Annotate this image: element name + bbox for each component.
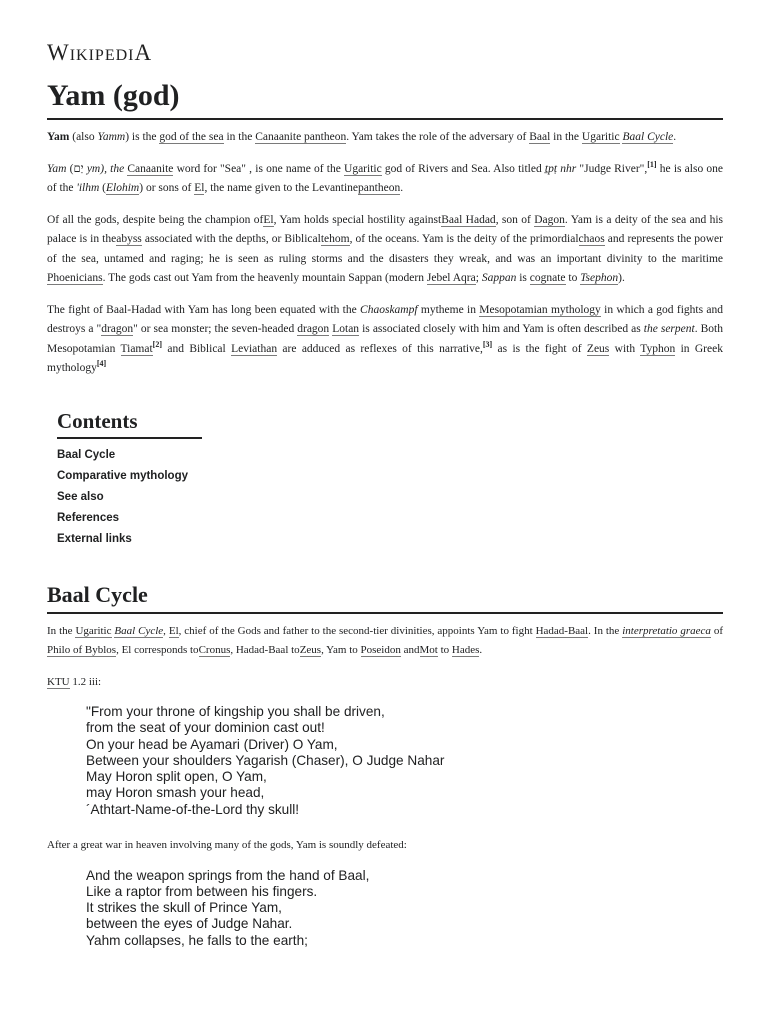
table-of-contents: [57, 407, 202, 550]
intro-paragraph-2: [47, 160, 723, 199]
link-poseidon[interactable]: Poseidon: [360, 644, 401, 656]
link-ktu[interactable]: KTU: [47, 675, 70, 688]
link-tiamat[interactable]: Tiamat: [120, 342, 153, 355]
quote-battle: [86, 868, 723, 949]
link-dragon[interactable]: dragon: [297, 323, 330, 335]
quote-line: Yahm collapses, he falls to the earth;: [86, 932, 308, 948]
text: . The gods cast out Yam from the heavenly mountain Sappan (modern: [102, 272, 427, 284]
link-dragon[interactable]: dragon: [101, 323, 134, 335]
quote-line: It strikes the skull of Prince Yam,: [86, 900, 282, 916]
quote-line: Like a raptor from between his fingers.: [86, 883, 318, 899]
text: , the name given to the Levantine: [204, 182, 359, 194]
text: in the: [223, 131, 256, 143]
link-text: Baal Cycle: [114, 624, 164, 637]
link-elohim[interactable]: [106, 182, 139, 195]
text: and represents the power of the sea, untamed and raging; he is seen as ruling storms and the disasters they wreak, and was an important divinity to the maritime: [47, 233, 723, 265]
text: ;: [475, 272, 482, 284]
link-phoenicians[interactable]: Phoenicians: [47, 272, 103, 284]
citation-3[interactable]: [3]: [482, 339, 493, 349]
text: , son of: [495, 213, 535, 226]
text: , of the oceans. Yam is the deity of the primordial: [349, 233, 579, 245]
link-typhon[interactable]: Typhon: [640, 342, 676, 355]
logo-letters: ikipedi: [69, 40, 135, 65]
text: to: [565, 272, 581, 284]
logo-letter-w: W: [47, 40, 70, 65]
link-el[interactable]: El: [168, 624, 179, 637]
link-canaanite[interactable]: Canaanite: [127, 162, 174, 175]
link-interpretatio-graeca[interactable]: [622, 625, 711, 638]
text: . In the: [588, 624, 623, 637]
text: as is the fight of: [492, 342, 587, 355]
link-philo-of-byblos[interactable]: Philo of Byblos: [47, 644, 117, 656]
text: The fight of Baal-Hadad with Yam has long been equated with the: [47, 303, 361, 316]
text: " or sea monster; the seven-headed: [133, 323, 298, 335]
toc-item-references[interactable]: References: [57, 511, 120, 524]
link-tehom[interactable]: tehom: [320, 233, 350, 245]
link-zeus[interactable]: Zeus: [586, 342, 610, 355]
toc-item-baal-cycle[interactable]: Baal Cycle: [57, 448, 116, 461]
link-text: Baal Cycle: [622, 131, 674, 143]
toc-item-see-also[interactable]: See also: [57, 490, 104, 503]
text: mytheme in: [417, 303, 480, 316]
link-text: Tsephon: [580, 272, 619, 284]
link-cognate[interactable]: cognate: [529, 272, 566, 284]
quote-line: And the weapon springs from the hand of Baal,: [86, 867, 370, 883]
text: word for "Sea" , is one name of the: [173, 162, 345, 175]
link-abyss[interactable]: abyss: [116, 233, 142, 245]
bold-term: Yam: [47, 131, 70, 143]
link-hades[interactable]: Hades: [451, 644, 480, 656]
text: and: [400, 644, 420, 656]
baal-cycle-paragraph: [47, 622, 723, 661]
text: . Both Mesopotamian: [47, 323, 723, 355]
link-chaos[interactable]: chaos: [578, 233, 605, 245]
link-lotan[interactable]: Lotan: [332, 323, 360, 335]
after-war-paragraph: After a great war in heaven involving many of the gods, Yam is soundly defeated:: [47, 839, 407, 852]
toc-list: [57, 445, 202, 550]
citation-4[interactable]: [4]: [96, 359, 107, 369]
text: In the: [47, 624, 76, 637]
toc-heading: Contents: [57, 407, 202, 439]
link-baal-hadad[interactable]: Baal Hadad: [441, 213, 496, 226]
text: are adduced as reflexes of this narrative,: [277, 342, 483, 355]
article: [47, 40, 723, 967]
link-text: interpretatio graeca: [622, 624, 711, 637]
logo-letter-a: A: [134, 40, 153, 65]
text: .: [479, 644, 483, 656]
link-mesopotamian-mythology[interactable]: Mesopotamian mythology: [479, 303, 601, 316]
quote-line: ´Athtart-Name-of-the-Lord thy skull!: [86, 801, 300, 817]
section-heading: Baal Cycle: [47, 580, 723, 614]
link-el[interactable]: El: [194, 182, 205, 194]
link-god-of-the-sea[interactable]: god of the sea: [159, 131, 224, 143]
intro-paragraph-1: [47, 128, 723, 148]
italic-term: Yamm: [97, 131, 126, 143]
text: associated with the depths, or Biblical: [141, 233, 321, 245]
text: in which a god fights and destroys a ": [47, 303, 723, 335]
link-baal[interactable]: Baal: [529, 131, 551, 143]
quote-line: may Horon smash your head,: [86, 785, 265, 801]
text: .: [400, 182, 404, 194]
link-text: Elohim: [106, 182, 140, 194]
text: Of all the gods, despite being the champion of: [47, 213, 264, 226]
text: ).: [618, 272, 625, 284]
quote-ktu: [86, 704, 723, 818]
text: , chief of the Gods and father to the second-tier divinities, appoints Yam to fight: [178, 624, 536, 637]
text: ) is the: [125, 131, 160, 143]
text: in the: [550, 131, 582, 143]
link-pantheon[interactable]: pantheon: [358, 182, 401, 194]
intro-paragraph-4: [47, 301, 723, 379]
link-tsephon[interactable]: [580, 272, 618, 285]
section-baal-cycle: [47, 580, 723, 950]
italic-term: 'ilhm: [76, 182, 100, 194]
link-jebel-aqra[interactable]: Jebel Aqra: [426, 272, 476, 284]
text: "Judge River",: [576, 162, 648, 175]
link-ugaritic[interactable]: Ugaritic: [581, 131, 620, 143]
text: , Hadad-Baal to: [230, 644, 300, 656]
quote-line: "From your throne of kingship you shall be driven,: [86, 704, 385, 719]
citation-2[interactable]: [2]: [152, 339, 162, 349]
link-baal-cycle[interactable]: [622, 131, 673, 144]
italic-term: Yam: [47, 162, 67, 175]
italic-term: Sappan: [481, 272, 517, 284]
text: and Biblical: [162, 342, 232, 355]
link-el[interactable]: El: [263, 213, 274, 226]
text: (: [99, 182, 107, 194]
quote-line: between the eyes of Judge Nahar.: [86, 916, 293, 932]
text: in Greek mythology: [47, 342, 723, 374]
italic-term: the serpent: [643, 323, 695, 335]
text: .: [673, 131, 677, 143]
text: ,: [163, 624, 169, 637]
link-baal-cycle[interactable]: [114, 625, 163, 638]
italic-term: Chaoskampf: [360, 303, 418, 316]
text: (: [66, 162, 74, 175]
text: is: [516, 272, 530, 284]
toc-item-comparative-mythology[interactable]: Comparative mythology: [57, 469, 188, 482]
text: to: [437, 644, 452, 656]
link-canaanite-pantheon[interactable]: Canaanite pantheon: [255, 131, 347, 143]
text: ) or sons of: [139, 182, 195, 194]
text: is associated closely with him and Yam is often described as: [359, 323, 644, 335]
link-ugaritic[interactable]: Ugaritic: [75, 624, 112, 637]
text: , Yam holds special hostility against: [273, 213, 442, 226]
wikipedia-logo[interactable]: [47, 40, 723, 70]
text: (also: [69, 131, 98, 143]
quote-line: On your head be Ayamari (Driver) O Yam,: [86, 736, 338, 752]
citation-1[interactable]: [1]: [647, 159, 657, 169]
text: , Yam to: [321, 644, 361, 656]
toc-item-external-links[interactable]: External links: [57, 532, 132, 545]
text: god of Rivers and Sea. Also titled: [381, 162, 545, 175]
text: 1.2 iii:: [69, 675, 102, 688]
italic-term: ym), the: [83, 162, 128, 175]
quote-line: May Horon split open, O Yam,: [86, 769, 267, 785]
link-hadad-baal[interactable]: Hadad-Baal: [535, 624, 589, 637]
quote-line: from the seat of your dominion cast out!: [86, 720, 325, 736]
ktu-reference: [47, 673, 723, 693]
intro-paragraph-3: [47, 211, 723, 289]
text: . Yam is a deity of the sea and his palace is in the: [47, 213, 723, 245]
page-title: Yam (god): [47, 76, 723, 120]
text: , El corresponds to: [116, 644, 199, 656]
italic-term: ṯpṭ nhr: [544, 162, 577, 175]
link-ugaritic[interactable]: Ugaritic: [344, 162, 382, 175]
link-mot[interactable]: Mot: [419, 644, 438, 656]
quote-line: Between your shoulders Yagarish (Chaser), O Judge Nahar: [86, 752, 445, 768]
text: he is also one of the: [47, 162, 723, 194]
hebrew-text: יַם: [73, 162, 84, 175]
text: of: [710, 624, 723, 637]
text: with: [609, 342, 641, 355]
link-zeus[interactable]: Zeus: [299, 644, 322, 656]
link-cronus[interactable]: Cronus: [198, 644, 231, 656]
link-dagon[interactable]: Dagon: [534, 213, 565, 226]
text: . Yam takes the role of the adversary of: [346, 131, 530, 143]
link-leviathan[interactable]: Leviathan: [231, 342, 278, 355]
